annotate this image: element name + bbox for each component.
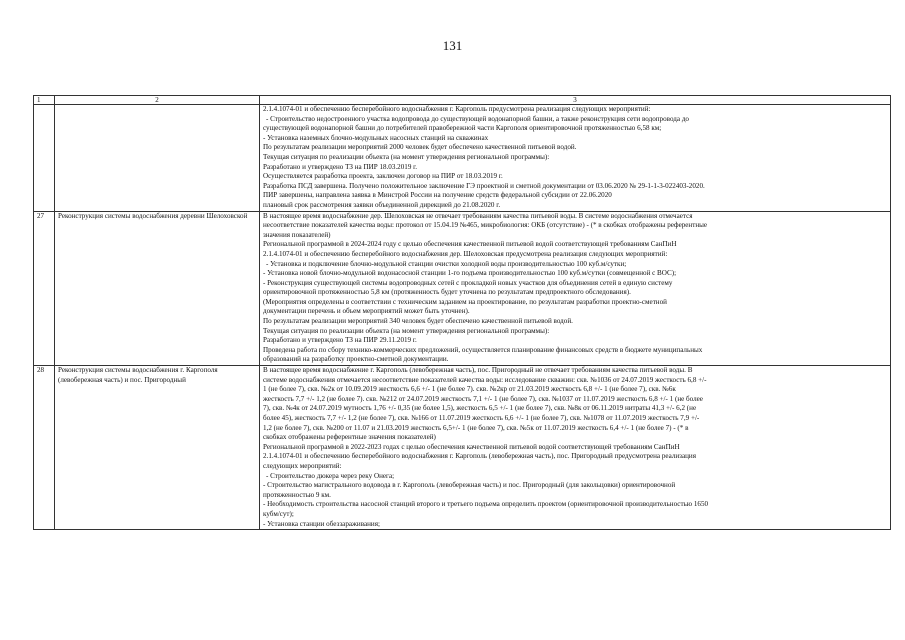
description-line: Разработано и утверждено ТЗ на ПИР 29.11.2019 г. — [263, 336, 417, 345]
description-line: 1 (не более 7), скв. №2к от 10.09.2019 жесткость 6,6 +/- 1 (не более 7). скв. №2кр от 21.03.2019 жесткость 6,8 +/- 1 (не более 7), скв. №6к — [263, 385, 676, 394]
description-line: 2.1.4.1074-01 и обеспечению бесперебойного водоснабжения дер. Шелоховская предусмотрена реализация следующих мероприятий: — [263, 249, 668, 258]
description-line: В настоящее время водоснабжение г. Каргополь (левобережная часть), пос. Пригородный не отвечает требованиям качества питьевой воды. В — [263, 366, 693, 375]
row-number: 28 — [34, 366, 55, 530]
description-line: Региональной программой в 2024-2024 году с целью обеспечения качественной питьевой водой соответствующей требованиям СанПиН — [263, 240, 677, 249]
description-cell — [260, 366, 891, 530]
description-line: кубм/сут); — [263, 509, 294, 518]
description-line: - Строительство магистрального водовода в г. Каргополь (левобережная часть) и пос. Пригородный (для закольцовки) ориентировочной — [263, 481, 676, 490]
description-cell — [260, 105, 891, 212]
description-line: - Строительство недостроенного участка водопровода до существующей водонапорной башни, а также реконструкция сети водопровода до — [266, 114, 689, 123]
description-line: (Мероприятия определены в соответствии с техническим заданием на проектирование, по результатам разработки проектно-сметной — [263, 297, 667, 306]
table-header-row — [34, 96, 891, 105]
description-line: - Установка новой блочно-модульной водонасосной станции 1-го подъема производительностью 100 куб.м/сутки (совмещенной с ВОС); — [263, 269, 677, 278]
description-line: 7), скв. №4к от 24.07.2019 мутность 1,76 +/- 0,35 (не более 1,5), жесткость 6,5 +/- 1 (не более 7), скв. №8к от 06.11.2019 нитраты 41,3 +/- 6,2 (не — [263, 404, 697, 413]
description-line: Текущая ситуация по реализации объекта (на момент утверждения региональной программы): — [263, 152, 550, 161]
description-line: образований на разработку проектно-сметной документации. — [263, 355, 449, 364]
description-line: несоответствие показателей качества воды: протокол от 15.04.19 №465, микробиология: ОКБ (отсутствие) - (* в скобках отображены референтные — [263, 221, 708, 230]
description-line: жесткость 7,7 +/- 1,2 (не более 7). скв. №212 от 24.07.2019 жесткость 7,1 +/- 1 (не более 7), скв. №1037 от 11.07.2019 жесткость 6,8 +/- 1 (не более — [263, 394, 703, 403]
header-col-3: 3 — [260, 96, 891, 105]
description-line: следующих мероприятий: — [263, 461, 342, 470]
object-name: Реконструкция системы водоснабжения деревни Шелоховской — [55, 211, 260, 366]
row-number — [34, 105, 55, 212]
description-line: - Установка и подключение блочно-модульной станции очистки холодной воды производительностью 100 куб.м/сутки; — [266, 259, 627, 268]
description-line: Проведена работа по сбору технико-коммерческих предложений, осуществляется планирование финансовых средств в бюджете муниципальных — [263, 345, 703, 354]
description-line: - Необходимость строительства насосной станций второго и третьего подъема определить проектом (ориентировочной производительностью 1650 — [263, 500, 709, 509]
description-line: более 45), жесткость 7,7 +/- 1,2 (не более 7), скв. №166 от 11.07.2019 жесткость 6,6 +/- 1 (не более 7), скв. №1078 от 11.07.2019 жесткость 7,9 +/- — [263, 414, 700, 422]
description-line: По результатам реализации мероприятий 2000 человек будет обеспечено качественной питьевой водой. — [263, 143, 577, 152]
row-number: 27 — [34, 211, 55, 366]
description-line: Осуществляется разработка проекта, заключен договор на ПИР от 18.03.2019 г. — [263, 172, 503, 181]
description-line: Разработано и утверждено ТЗ на ПИР 18.03.2019 г. — [263, 162, 418, 171]
description-line: ПИР завершены, направлена заявка в Минстрой России на получение средств федеральной субсидии от 22.06.2020 — [263, 191, 612, 200]
page-number: 131 — [442, 38, 463, 53]
description-line: системе водоснабжения отмечается несоответствие показателей качества воды: исследование скважин: скв. №1036 от 24.07.2019 жесткость 6,8 +/- — [263, 375, 707, 384]
measures-table — [33, 95, 891, 530]
description-line: существующей водонапорной башни до потребителей правобережной части Каргополя ориентировочной протяженностью 6,58 км; — [263, 124, 662, 133]
description-line: - Установка наземных блочно-модульных насосных станций на скважинах — [263, 133, 489, 142]
description-line: значения показателей) — [263, 230, 331, 239]
header-col-1: 1 — [34, 96, 55, 105]
object-name: Реконструкция системы водоснабжения г. Каргополя (левобережная часть) и пос. Пригородный — [55, 366, 260, 530]
description-line: протяженностью 9 км. — [263, 490, 331, 499]
table-row — [34, 105, 891, 212]
table-row — [34, 211, 891, 366]
description-line: Текущая ситуация по реализации объекта (на момент утверждения региональной программы): — [263, 326, 550, 335]
description-cell — [260, 211, 891, 366]
object-name — [55, 105, 260, 212]
description-line: - Строительство дюкера через реку Онега; — [266, 471, 395, 480]
description-line: - Реконструкция существующей системы водопроводных сетей с прокладкой новых участков для объединения сетей в единую систему — [263, 278, 673, 287]
description-line: - Установка станции обеззараживания; — [263, 519, 380, 528]
description-line: По результатам реализации мероприятий 340 человек будет обеспечено качественной питьевой водой. — [263, 317, 573, 326]
description-line: 2.1.4.1074-01 и обеспечению бесперебойного водоснабжения г. Каргополь предусмотрена реализация следующих мероприятий: — [263, 105, 651, 113]
description-line: 1,2 (не более 7), скв. №200 от 11.07 и 21.03.2019 жесткость 6,5+/- 1 (не более 7), скв. №5к от 11.07.2019 жесткость 6,4 +/- 1 (не более 7) - (* в — [263, 423, 689, 432]
description-line: Разработка ПСД завершена. Получено положительное заключение ГЭ проектной и сметной документации от 03.06.2020 № 29-1-1-3-022403-2020. — [263, 181, 705, 190]
table-row — [34, 366, 891, 530]
description-line: ориентировочной протяженностью 5,8 км (протяженность будет уточнена по результатам предпроектного обследования). — [263, 288, 631, 297]
description-line: документации перечень и объем мероприятий может быть уточнен). — [263, 307, 470, 316]
description-line: Региональной программой в 2022-2023 годах с целью обеспечения качественной питьевой водой соответствующей требованиям СанПиН — [263, 442, 680, 451]
description-line: плановый срок рассмотрения заявки объединенной дирекцией до 21.08.2020 г. — [263, 200, 501, 209]
description-line: скобках отображены референтные значения показателей) — [263, 433, 436, 442]
description-line: 2.1.4.1074-01 и обеспечению бесперебойного водоснабжения г. Каргополь (левобережная часть), пос. Пригородный предусмотрена реализация — [263, 452, 696, 461]
description-line: В настоящее время водоснабжение дер. Шелоховская не отвечает требованиям качества питьевой воды. В системе водоснабжения отмечается — [263, 211, 693, 220]
header-col-2: 2 — [55, 96, 260, 105]
